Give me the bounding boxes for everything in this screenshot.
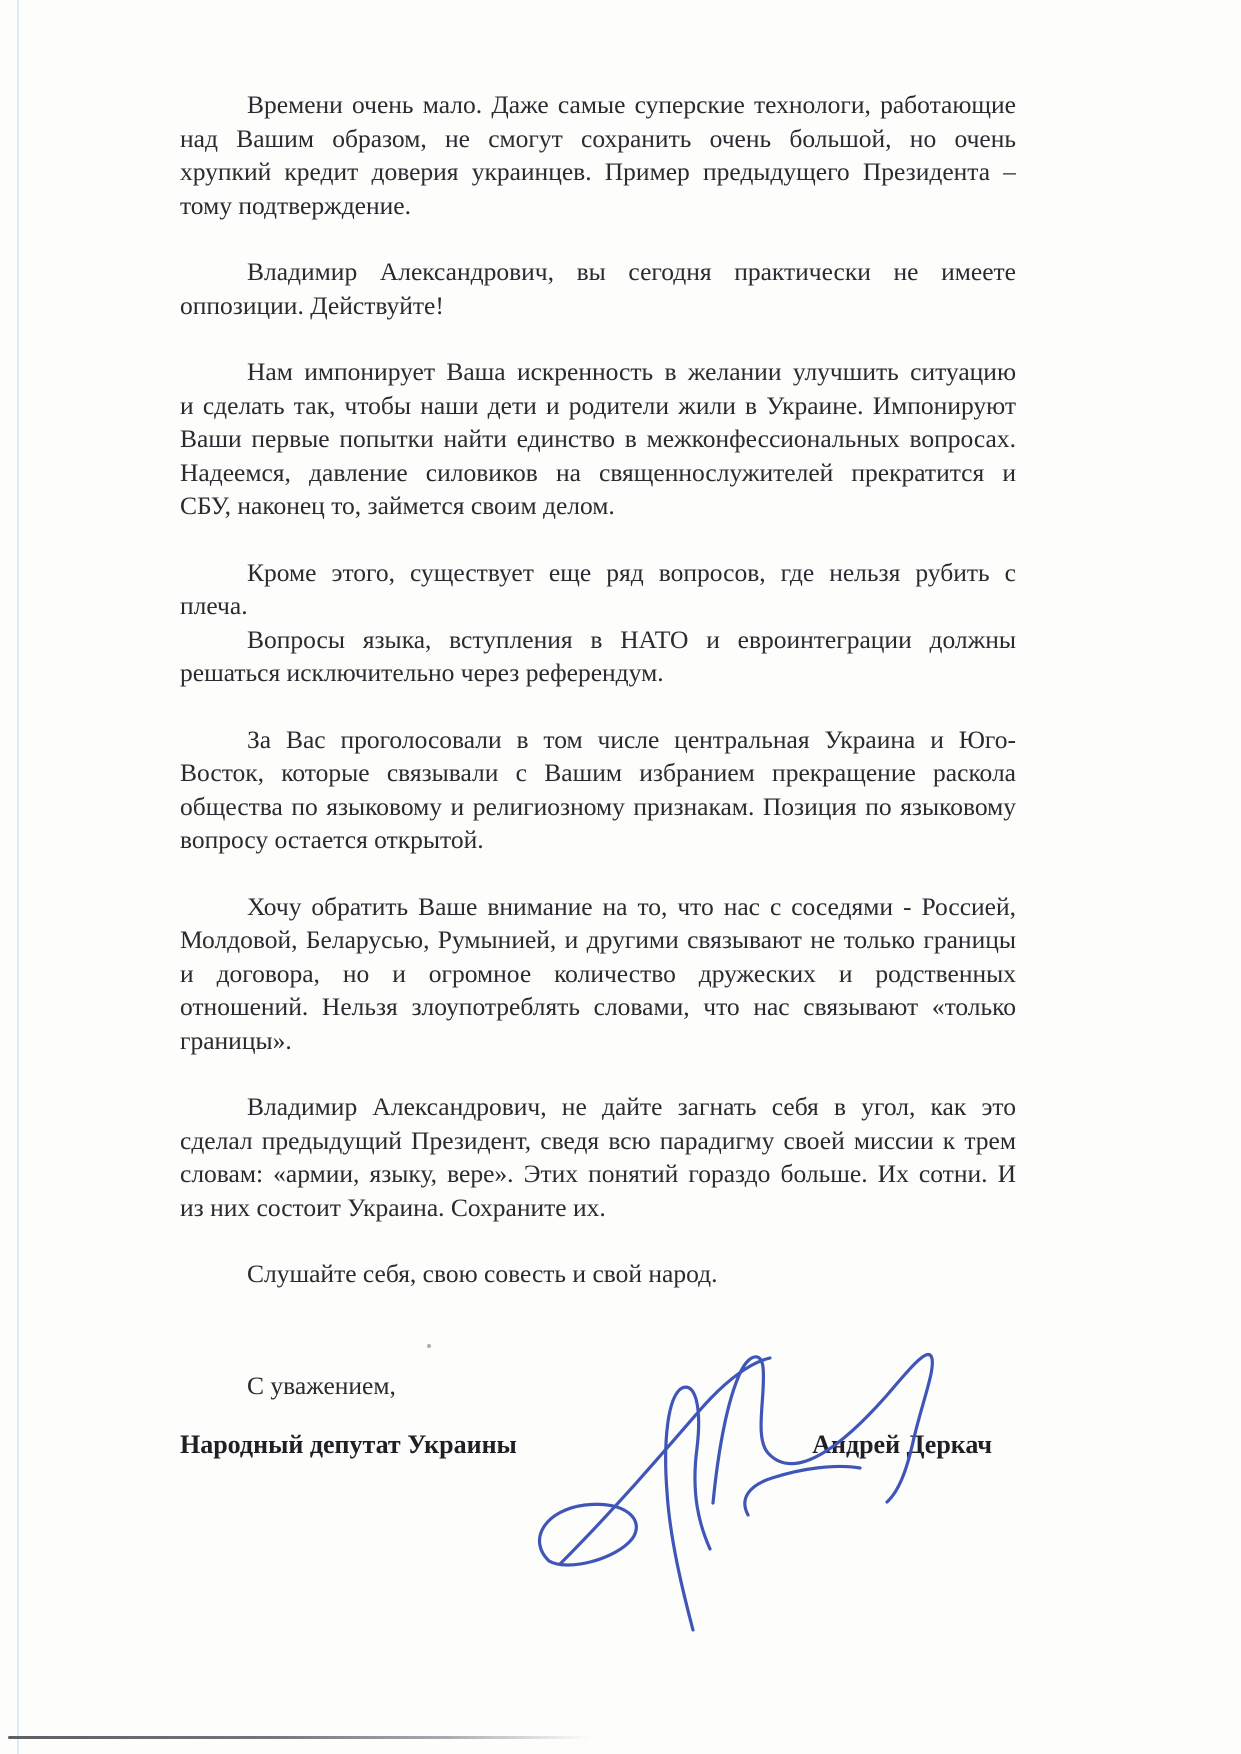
signature-stroke-oval xyxy=(540,1504,637,1565)
letter-line: Надеемся, давление силовиков на священнослужителей прекратится и xyxy=(180,457,1016,487)
letter-line: хрупкий кредит доверия украинцев. Пример предыдущего Президента – xyxy=(180,157,1016,186)
letter-line: Нам импонирует Ваша искренность в желании улучшить ситуацию xyxy=(247,357,1016,386)
letter-line: словам: «армии, языку, вере». Этих понятий гораздо больше. Их сотни. И xyxy=(180,1159,1016,1188)
letter-line: С уважением, xyxy=(247,1370,396,1400)
letter-body xyxy=(180,88,1016,1402)
letter-line: из них состоит Украина. Сохраните их. xyxy=(180,1192,606,1222)
letter-paragraph xyxy=(180,1369,1016,1403)
letter-line: тому подтверждение. xyxy=(180,190,411,220)
letter-paragraph xyxy=(180,623,1016,690)
letter-line: плеча. xyxy=(180,591,248,620)
letter-paragraph xyxy=(180,556,1016,623)
letter-paragraph xyxy=(180,355,1016,523)
letter-line: общества по языковому и религиозному признакам. Позиция по языковому xyxy=(180,791,1016,821)
letter-line: Слушайте себя, свою совесть и свой народ. xyxy=(247,1259,718,1288)
letter-paragraph xyxy=(180,255,1016,322)
letter-line: Молдовой, Беларусью, Румынией, и другими связывают не только границы xyxy=(180,925,1016,954)
signature-stroke-tall-loop xyxy=(666,1387,710,1630)
letter-line: СБУ, наконец то, займется своим делом. xyxy=(180,491,615,520)
letter-line: Хочу обратить Ваше внимание на то, что нас с соседями - Россией, xyxy=(247,891,1016,921)
signature-stroke-underline xyxy=(745,1466,860,1515)
letter-line: Владимир Александрович, вы сегодня практически не имеете xyxy=(247,257,1016,286)
letter-paragraph xyxy=(180,1257,1016,1291)
letter-line: Вопросы языка, вступления в НАТО и евроинтеграции должны xyxy=(247,624,1016,654)
letter-line: За Вас проголосовали в том числе центральная Украина и Юго- xyxy=(247,724,1016,754)
scan-artifact-bottom-edge xyxy=(8,1736,590,1739)
signatory-title: Народный депутат Украины xyxy=(180,1430,517,1459)
letter-line: Владимир Александрович, не дайте загнать себя в угол, как это xyxy=(247,1092,1016,1121)
letter-line: вопросу остается открытой. xyxy=(180,825,484,854)
letter-paragraph xyxy=(180,890,1016,1058)
letter-line: и сделать так, чтобы наши дети и родители жили в Украине. Импонируют xyxy=(180,390,1016,420)
signature-row xyxy=(180,1430,992,1460)
letter-paragraph xyxy=(180,88,1016,222)
letter-line: над Вашим образом, не смогут сохранить очень большой, но очень xyxy=(180,123,1016,153)
letter-line: и договора, но и огромное количество дружеских и родственных xyxy=(180,958,1016,988)
letter-line: Кроме этого, существует еще ряд вопросов, где нельзя рубить с xyxy=(247,557,1016,587)
letter-line: границы». xyxy=(180,1025,292,1055)
letter-line: решаться исключительно через референдум. xyxy=(180,658,664,687)
letter-line: сделал предыдущий Президент, сведя всю парадигму своей миссии к трем xyxy=(180,1125,1016,1155)
letter-paragraph xyxy=(180,1090,1016,1224)
letter-line: Времени очень мало. Даже самые суперские технологи, работающие xyxy=(247,90,1016,119)
letter-line: отношений. Нельзя злоупотреблять словами, что нас связывают «только xyxy=(180,992,1016,1021)
signatory-name: Андрей Деркач xyxy=(812,1430,992,1459)
scan-artifact-vertical-line xyxy=(17,0,19,1754)
letter-paragraph xyxy=(180,723,1016,857)
letter-line: оппозиции. Действуйте! xyxy=(180,290,444,320)
letter-line: Восток, которые связывали с Вашим избранием прекращение раскола xyxy=(180,758,1016,787)
letter-line: Ваши первые попытки найти единство в межконфессиональных вопросах. xyxy=(180,424,1016,453)
